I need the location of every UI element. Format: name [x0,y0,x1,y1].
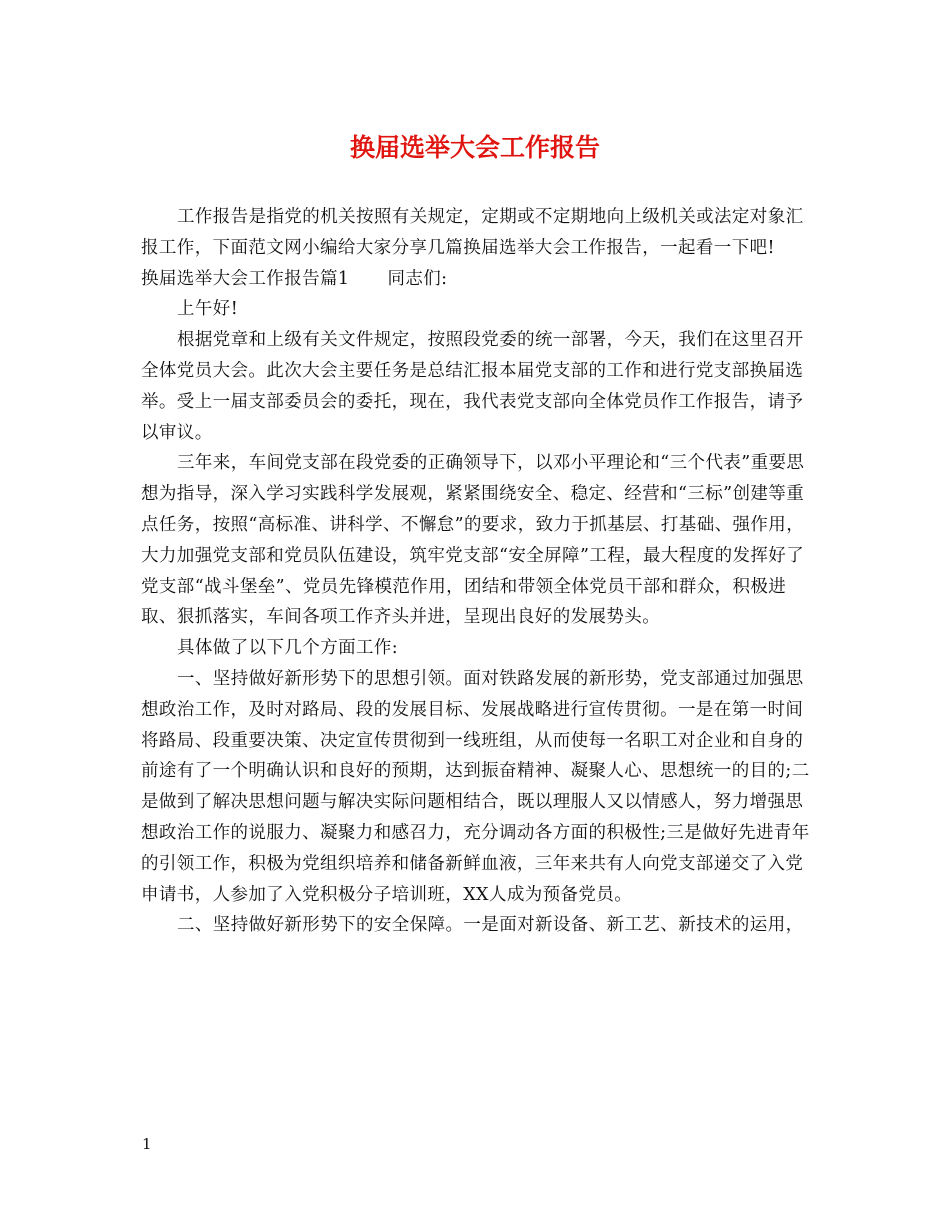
body-paragraph: 三年来，车间党支部在段党委的正确领导下，以邓小平理论和“三个代表”重要思想为指导，深入学习实践科学发展观，紧紧围绕安全、稳定、经营和“三标”创建等重点任务，按照“高标准、讲科学、不懈怠”的要求，致力于抓基层、打基础、强作用，大力加强党支部和党员队伍建设，筑牢党支部“安全屏障”工程，最大程度的发挥好了党支部“战斗堡垒”、党员先锋模范作用，团结和带领全体党员干部和群众，积极进取、狠抓落实，车间各项工作齐头并进，呈现出良好的发展势头。 [141,453,805,628]
body-paragraph: 一、坚持做好新形势下的思想引领。面对铁路发展的新形势，党支部通过加强思想政治工作，及时对路局、段的发展目标、发展战略进行宣传贯彻。一是在第一时间将路局、段重要决策、决定宣传贯彻到一线班组，从而使每一名职工对企业和自身的前途有了一个明确认识和良好的预期，达到振奋精神、凝聚人心、思想统一的目的;二是做到了解决思想问题与解决实际问题相结合，既以理服人又以情感人，努力增强思想政治工作的说服力、凝聚力和感召力，充分调动各方面的积极性;三是做好先进青年的引领工作，积极为党组织培养和储备新鲜血液，三年来共有人向党支部递交了入党申请书，人参加了入党积极分子培训班，XX人成为预备党员。 [141,668,810,905]
section-heading-line [141,264,821,295]
greeting: 上午好! [177,299,239,320]
salutation: 同志们: [387,268,448,289]
body-paragraph: 具体做了以下几个方面工作: [177,638,399,659]
body-paragraph: 二、坚持做好新形势下的安全保障。一是面对新设备、新工艺、新技术的运用， [177,915,804,936]
document-title: 换届选举大会工作报告 [349,133,600,162]
page-number: 1 [142,1135,152,1153]
section-heading: 换届选举大会工作报告篇1 [141,268,350,289]
document-body [141,202,821,941]
body-paragraph: 根据党章和上级有关文件规定，按照段党委的统一部署，今天，我们在这里召开全体党员大会。此次大会主要任务是总结汇报本届党支部的工作和进行党支部换届选举。受上一届支部委员会的委托，现在，我代表党支部向全体党员作工作报告，请予以审议。 [141,330,804,443]
intro-paragraph [141,202,821,264]
intro-text: 工作报告是指党的机关按照有关规定，定期或不定期地向上级机关或法定对象汇报工作，下面范文网小编给大家分享几篇换届选举大会工作报告，一起看一下吧! [141,207,804,258]
